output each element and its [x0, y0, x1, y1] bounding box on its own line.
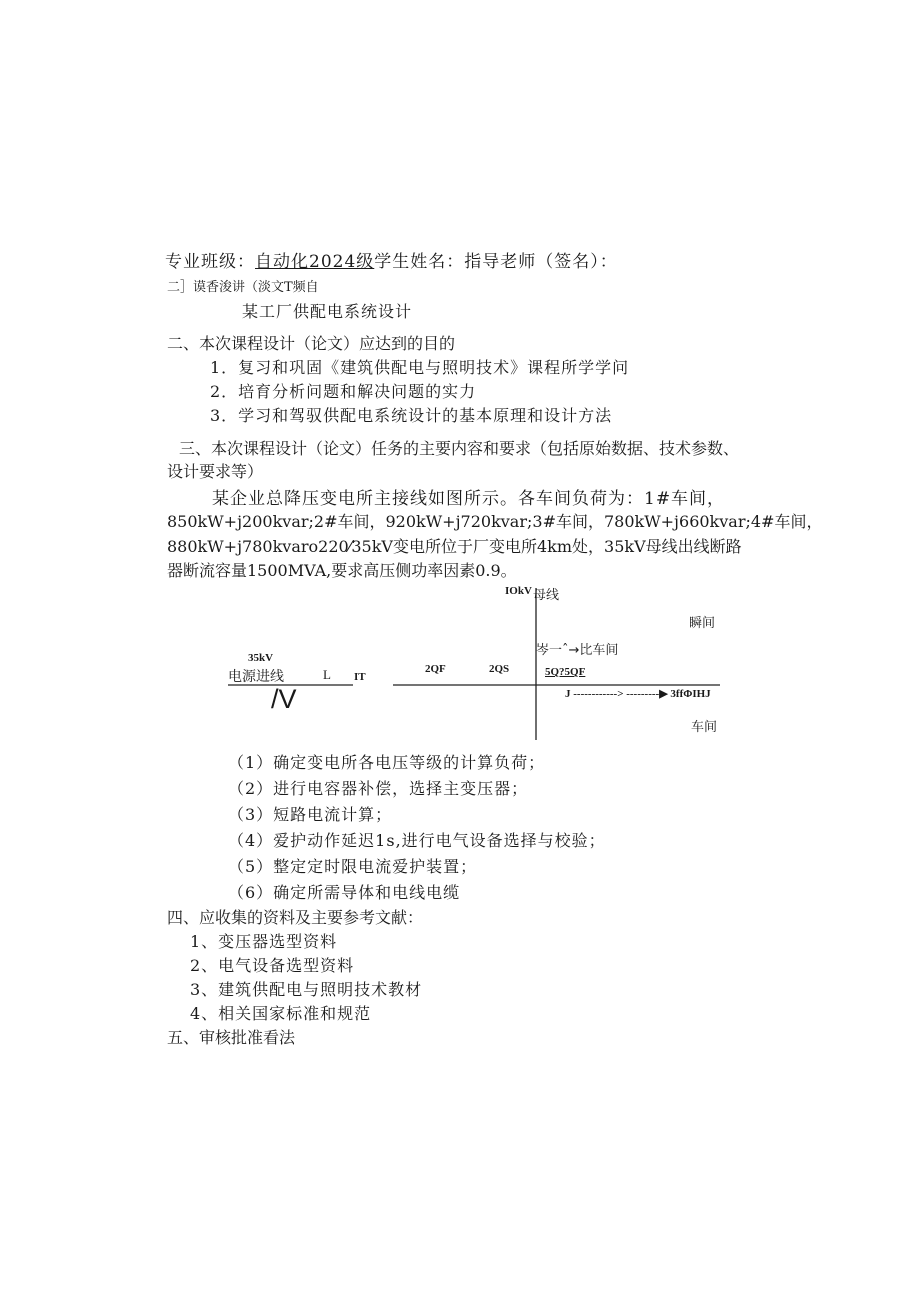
section1-heading: 二］谟香浚讲（淡文T频自: [167, 280, 319, 295]
task-item: （2）进行电容器补偿，选择主变压器；: [228, 779, 529, 798]
source-voltage-label: 35kV: [248, 652, 274, 664]
source-label: 电源进线: [228, 669, 284, 685]
branch-label: 岑一ˆ→比车间: [536, 643, 619, 658]
switch-2qs: 2QS: [489, 663, 510, 675]
class-value: 自动化2024级: [255, 252, 375, 272]
transformer-label: IT: [354, 671, 366, 683]
reference-item: 2、电气设备选型资料: [190, 956, 355, 975]
reference-item: 4、相关国家标准和规范: [190, 1004, 372, 1023]
task-item: （5）整定定时限电流爱护装置；: [228, 857, 478, 876]
objective-item: 1．复习和巩固《建筑供配电与照明技术》课程所学学问: [210, 358, 630, 377]
load-paragraph-line: 某企业总降压变电所主接线如图所示。各车间负荷为：1#车间，: [212, 489, 726, 509]
section2-heading: 二、本次课程设计（论文）应达到的目的: [167, 334, 456, 353]
instant-label: 瞬间: [689, 616, 716, 631]
load-paragraph-line: 880kW+j780kvaro220⁄35kV变电所位于厂变电所4km处，35kV母线出线断路: [167, 537, 742, 556]
breaker-5qf: 5Q?5QF: [545, 666, 586, 678]
line-l-label: L: [323, 667, 331, 682]
feeder-arrow-label: J ------------> ---------▶ 3ffΦIHJ: [565, 688, 711, 700]
section3-heading: 三、本次课程设计（论文）任务的主要内容和要求（包括原始数据、技术参数、: [179, 439, 740, 458]
workshop-label: 车间: [691, 720, 718, 735]
student-name-label: 学生姓名：: [374, 252, 465, 272]
source-symbol: /V: [271, 684, 297, 714]
task-item: （6）确定所需导体和电线电缆: [228, 883, 461, 902]
major-class-label: 专业班级：: [165, 252, 255, 272]
task-item: （1）确定变电所各电压等级的计算负荷；: [228, 753, 546, 772]
breaker-2qf: 2QF: [425, 663, 446, 675]
objective-item: 3．学习和驾驭供配电系统设计的基本原理和设计方法: [210, 406, 613, 425]
section3-heading-cont: 设计要求等）: [167, 462, 264, 481]
bus-text: 母线: [533, 588, 560, 603]
task-item: （3）短路电流计算；: [228, 805, 393, 824]
section5-heading: 五、审核批准看法: [167, 1028, 296, 1047]
objective-item: 2．培育分析问题和解决问题的实力: [210, 382, 477, 401]
section4-heading: 四、应收集的资料及主要参考文献：: [167, 908, 424, 927]
advisor-label: 指导老师（签名）：: [464, 252, 618, 272]
reference-item: 1、变压器选型资料: [190, 932, 338, 951]
bus-voltage-label: IOkV: [505, 585, 532, 597]
reference-item: 3、建筑供配电与照明技术教材: [190, 980, 423, 999]
load-paragraph-line: 850kW+j200kvar;2#车间，920kW+j720kvar;3#车间，780kW+j660kvar;4#车间，: [167, 512, 823, 531]
design-title: 某工厂供配电系统设计: [242, 302, 413, 321]
load-paragraph-line: 器断流容量1500MVA,要求高压侧功率因素0.9。: [167, 561, 517, 580]
task-item: （4）爱护动作延迟1s,进行电气设备选择与校验；: [228, 831, 606, 850]
